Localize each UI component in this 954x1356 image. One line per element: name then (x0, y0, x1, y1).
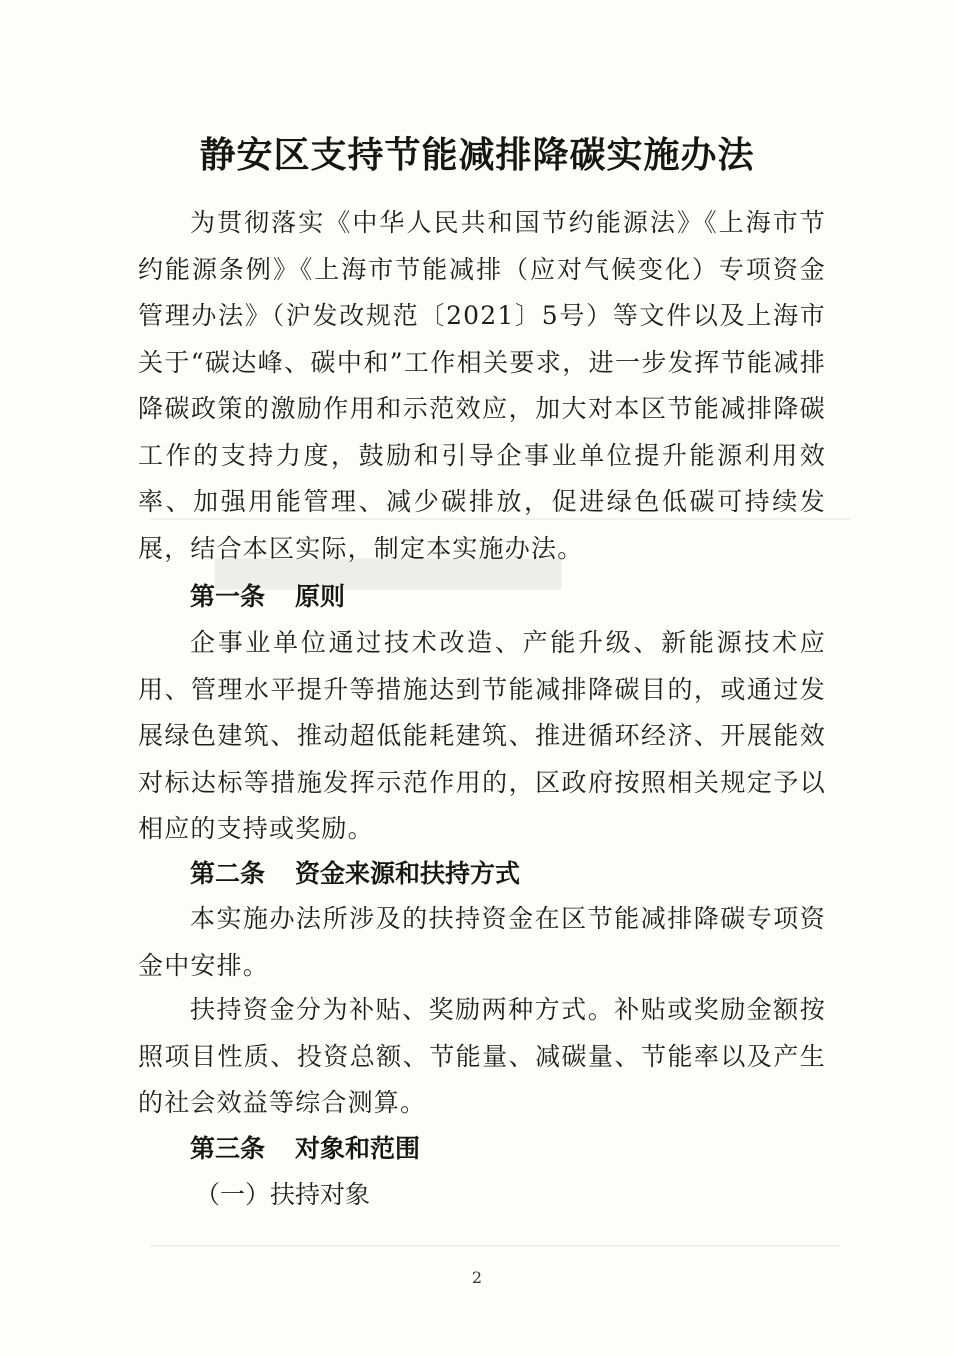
subsection-heading: （一）扶持对象 (195, 1180, 371, 1209)
article-title: 原则 (295, 582, 346, 611)
show-through-line (150, 1245, 840, 1247)
article-2-paragraph-1: 本实施办法所涉及的扶持资金在区节能减排降碳专项资金中安排。 (138, 904, 826, 980)
intro-paragraph: 为贯彻落实《中华人民共和国节约能源法》《上海市节约能源条例》《上海市节能减排（应对气候变化）专项资金管理办法》（沪发改规范〔2021〕5号）等文件以及上海市关于“碳达峰、碳中和”工作相关要求，进一步发挥节能减排降碳政策的激励作用和示范效应，加大对本区节能减排降碳工作的支持力度，鼓励和引导企事业单位提升能源利用效率、加强用能管理、减少碳排放，促进绿色低碳可持续发展，结合本区实际，制定本实施办法。 (138, 208, 826, 563)
article-number: 第一条 (190, 582, 266, 611)
article-3-heading (190, 1126, 420, 1172)
article-number: 第三条 (190, 1134, 266, 1163)
article-number: 第二条 (190, 859, 266, 888)
article-1-paragraph: 企事业单位通过技术改造、产能升级、新能源技术应用、管理水平提升等措施达到节能减排降碳目的，或通过发展绿色建筑、推动超低能耗建筑、推进循环经济、开展能效对标达标等措施发挥示范作用的，区政府按照相关规定予以相应的支持或奖励。 (138, 628, 826, 843)
show-through-shadow: ▇▇▇▇▇▇▇▇▇▇▇▇▇▇▇ (215, 555, 562, 590)
article-title: 资金来源和扶持方式 (295, 859, 521, 888)
document-title: 静安区支持节能减排降碳实施办法 (199, 135, 755, 177)
page-number: 2 (471, 1268, 483, 1287)
article-2-paragraph-2: 扶持资金分为补贴、奖励两种方式。补贴或奖励金额按照项目性质、投资总额、节能量、减碳量、节能率以及产生的社会效益等综合测算。 (138, 995, 826, 1117)
article-2-heading (190, 851, 520, 897)
article-title: 对象和范围 (295, 1134, 421, 1163)
article-1-heading (190, 574, 345, 620)
